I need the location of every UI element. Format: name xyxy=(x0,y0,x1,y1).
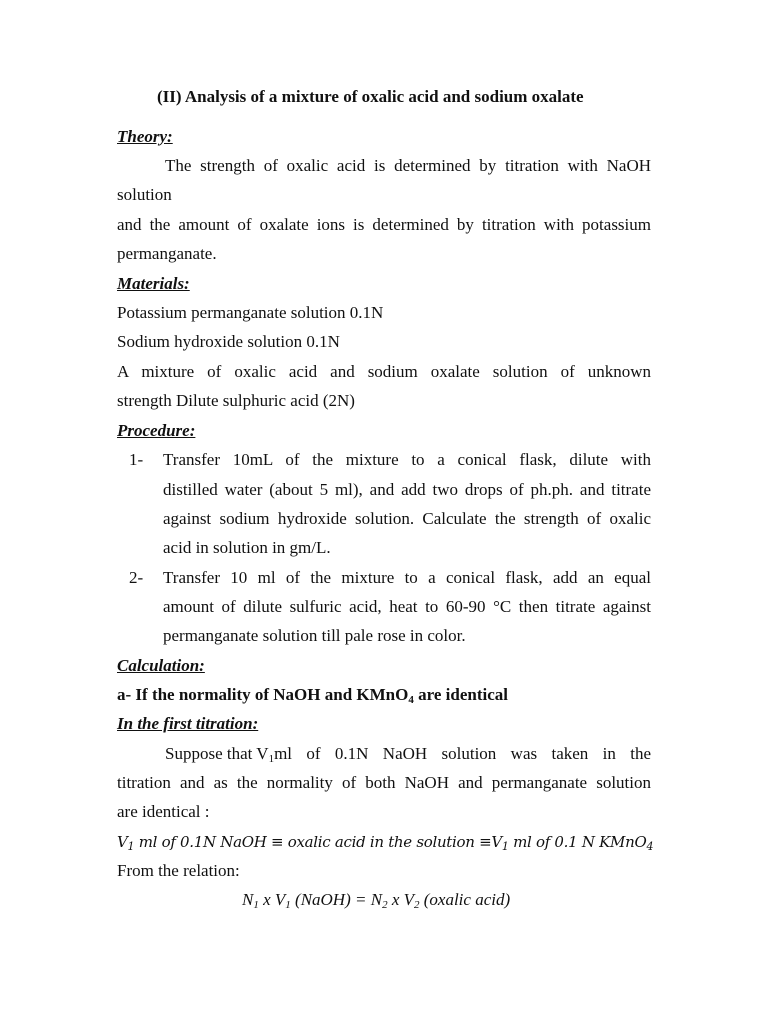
text: ml of 0.1 N KMnO xyxy=(508,833,647,851)
theory-text: and the amount of oxalate ions is determined by titration with potassium xyxy=(117,215,651,234)
theory-text: permanganate. xyxy=(117,244,217,263)
text: x V xyxy=(258,890,286,909)
subscript: 4 xyxy=(646,840,654,853)
text: Suppose that V xyxy=(165,744,269,763)
text: ml of 0.1N NaOH ≡ oxalic acid in the solution ≡V xyxy=(134,833,502,851)
equivalence-equation xyxy=(117,832,654,853)
step-text: Transfer 10mL of the mixture to a conical flask, dilute with xyxy=(163,450,651,469)
text: V xyxy=(117,833,128,851)
materials-heading: Materials: xyxy=(117,274,190,293)
subscript: 1 xyxy=(127,840,135,853)
material-item: A mixture of oxalic acid and sodium oxalate solution of unknown xyxy=(117,362,651,381)
calc-text: are identical : xyxy=(117,802,210,821)
subscript: 4 xyxy=(408,694,414,706)
material-item: Sodium hydroxide solution 0.1N xyxy=(117,332,340,351)
calc-text xyxy=(165,744,651,764)
procedure-heading: Procedure: xyxy=(117,421,196,440)
calc-text: titration and as the normality of both NaOH and permanganate solution xyxy=(117,773,651,792)
subscript: 2 xyxy=(382,899,388,911)
step-text: acid in solution in gm/L. xyxy=(163,538,331,557)
subscript: 1 xyxy=(501,840,509,853)
normality-equation xyxy=(242,890,510,910)
subscript: 2 xyxy=(414,899,420,911)
calc-text-part: ml of 0.1N NaOH solution was taken in the xyxy=(274,744,651,763)
case-a-text: a- If the normality of NaOH and KMnO xyxy=(117,685,409,704)
case-a-heading xyxy=(117,685,651,705)
material-item: Potassium permanganate solution 0.1N xyxy=(117,303,384,322)
subscript: 1 xyxy=(253,899,259,911)
step-text: against sodium hydroxide solution. Calculate the strength of oxalic xyxy=(163,509,651,528)
subscript: 1 xyxy=(268,753,275,765)
calc-text: From the relation: xyxy=(117,861,240,880)
theory-text: solution xyxy=(117,185,172,204)
step-number: 2- xyxy=(129,568,144,587)
text: x V xyxy=(387,890,414,909)
theory-heading: Theory: xyxy=(117,127,173,146)
text: (NaOH) = N xyxy=(290,890,383,909)
material-item: strength Dilute sulphuric acid (2N) xyxy=(117,391,355,410)
step-number: 1- xyxy=(129,450,144,469)
subscript: 1 xyxy=(285,899,291,911)
page-title: (II) Analysis of a mixture of oxalic acid and sodium oxalate xyxy=(157,87,584,106)
text: N xyxy=(242,890,254,909)
text: (oxalic acid) xyxy=(419,890,511,909)
first-titration-heading: In the first titration: xyxy=(117,714,259,733)
calc-text-part xyxy=(165,744,274,764)
step-text: distilled water (about 5 ml), and add two drops of ph.ph. and titrate xyxy=(163,480,651,499)
theory-text: The strength of oxalic acid is determined by titration with NaOH xyxy=(165,156,651,175)
step-text: permanganate solution till pale rose in color. xyxy=(163,626,466,645)
case-a-text: are identical xyxy=(413,685,508,704)
step-text: amount of dilute sulfuric acid, heat to 60-90 °C then titrate against xyxy=(163,597,651,616)
calculation-heading: Calculation: xyxy=(117,656,205,675)
step-text: Transfer 10 ml of the mixture to a conical flask, add an equal xyxy=(163,568,651,587)
